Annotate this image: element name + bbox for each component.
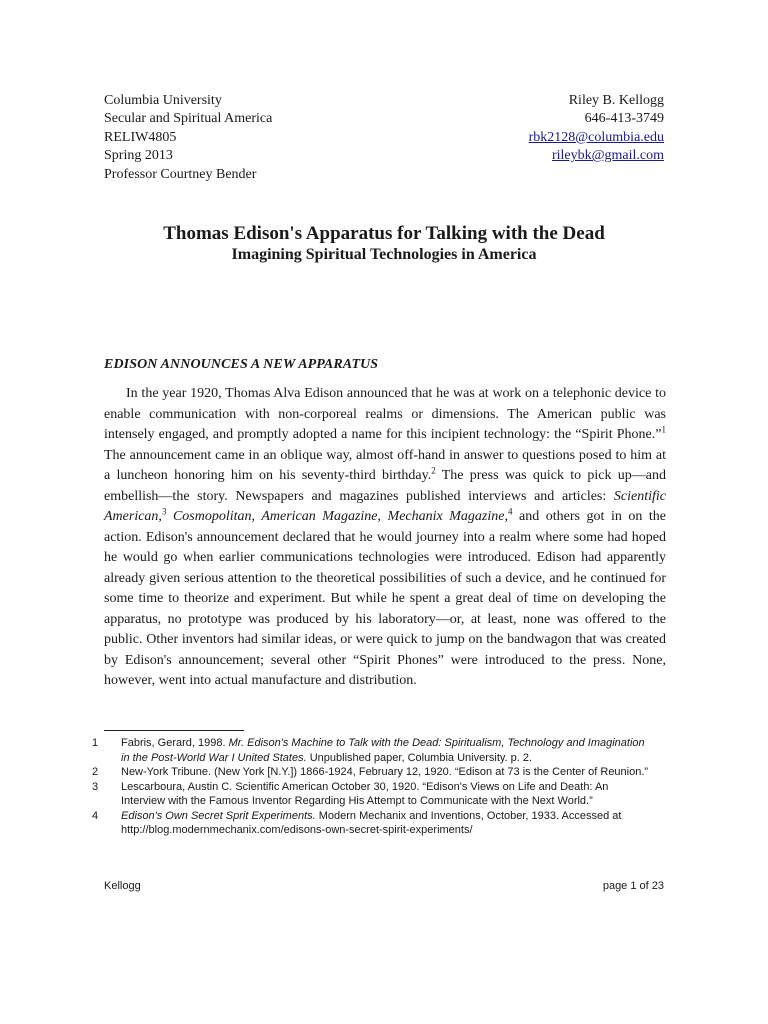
footnote-text: New-York Tribune. (New York [N.Y.]) 1866-1924, February 12, 1920. “Edison at 73 is the Center of Reunion.” — [121, 766, 649, 778]
header-university: Columbia University — [104, 93, 222, 108]
footnote-ref[interactable]: 1 — [661, 424, 666, 435]
footnote-ref[interactable]: 2 — [431, 465, 436, 476]
section-heading: EDISON ANNOUNCES A NEW APPARATUS — [104, 357, 379, 372]
footnote — [92, 765, 652, 780]
header-term: Spring 2013 — [104, 148, 173, 164]
body-text-run: and others got in on the action. Edison's announcement declared that he would journey into a realm where some had hoped he would go when earlier communications technologies were introduced. Edison had apparently already given serious attention to the theoretical possibilities of such a device, and he continued for some time to theorize and experiment. But while he spent a great deal of time on developing the apparatus, no prototype was produced by his laboratory—or, at least, none was offered to the public. Other inventors had similar ideas, or were quick to jump on the bandwagon that was created by Edison's announcement; several other “Spirit Phones” were introduced to the press. None, however, went into actual manufacture and distribution. — [104, 509, 666, 688]
footnote-number: 4 — [92, 809, 99, 822]
author-email-columbia-link[interactable]: rbk2128@columbia.edu — [528, 129, 664, 145]
footnote-ref[interactable]: 4 — [507, 506, 513, 517]
footnote-title: Edison's Own Secret Sprit Experiments. — [121, 809, 316, 822]
footnote — [92, 736, 652, 765]
footnote-text: Lescarboura, Austin C. Scientific American October 30, 1920. “Edison's Views on Life and Death: An Interview with the Famous Inventor Regarding His Attempt to Communicate with the Next World.” — [121, 780, 609, 807]
publication-name: Cosmopolitan, American Magazine, Mechanix Magazine, — [166, 509, 508, 524]
publication-name: Scientific American, — [104, 488, 666, 524]
header-course-code: RELIW4805 — [104, 129, 177, 145]
footnote — [92, 780, 652, 809]
author-name: Riley B. Kellogg — [568, 93, 664, 108]
header-professor: Professor Courtney Bender — [104, 166, 257, 182]
header-course-name: Secular and Spiritual America — [104, 111, 273, 127]
footnote-text: Modern Mechanix and Inventions, October, 1933. Accessed at http://blog.modernmechanix.com/edisons-own-secret-spirit-experiments/ — [121, 809, 622, 836]
footnote-number: 1 — [92, 737, 99, 749]
body-text-run: The press was quick to pick up—and embellish—the story. Newspapers and magazines published interviews and articles: — [104, 468, 666, 504]
footnote-text: Fabris, Gerard, 1998. — [121, 737, 229, 749]
footer-page-number: page 1 of 23 — [602, 880, 664, 892]
footnote-number: 3 — [92, 780, 99, 793]
body-text-run: The announcement came in an oblique way, almost off-hand in answer to questions posed to him at a luncheon honoring him on his seventy-third birthday. — [104, 447, 666, 483]
body-paragraph — [104, 384, 666, 692]
header-left-block — [104, 92, 272, 184]
footnote-text: Unpublished paper, Columbia University. p. 2. — [306, 751, 533, 764]
body-text-run: In the year 1920, Thomas Alva Edison announced that he was at work on a telephonic device to enable communication with non-corporeal realms or dimensions. The American public was intensely engaged, and promptly adopted a name for this incipient technology: the “Spirit Phone.” — [104, 386, 666, 442]
footnote-divider — [104, 730, 244, 731]
footnote — [92, 809, 652, 838]
footnote-number: 2 — [92, 766, 99, 778]
author-email-gmail-link[interactable]: rileybk@gmail.com — [551, 148, 664, 164]
body-text — [104, 384, 666, 692]
footnote-ref[interactable]: 3 — [161, 506, 167, 517]
footer-author: Kellogg — [104, 880, 141, 892]
header-right-block — [529, 92, 664, 166]
footnotes — [92, 736, 652, 838]
author-phone: 646-413-3749 — [584, 111, 664, 127]
paper-subtitle: Imagining Spiritual Technologies in America — [231, 246, 537, 263]
footnote-title: Mr. Edison's Machine to Talk with the Dead: Spiritualism, Technology and Imagination in the Post-World War I United States. — [121, 737, 645, 764]
paper-title: Thomas Edison's Apparatus for Talking with the Dead — [163, 223, 605, 244]
